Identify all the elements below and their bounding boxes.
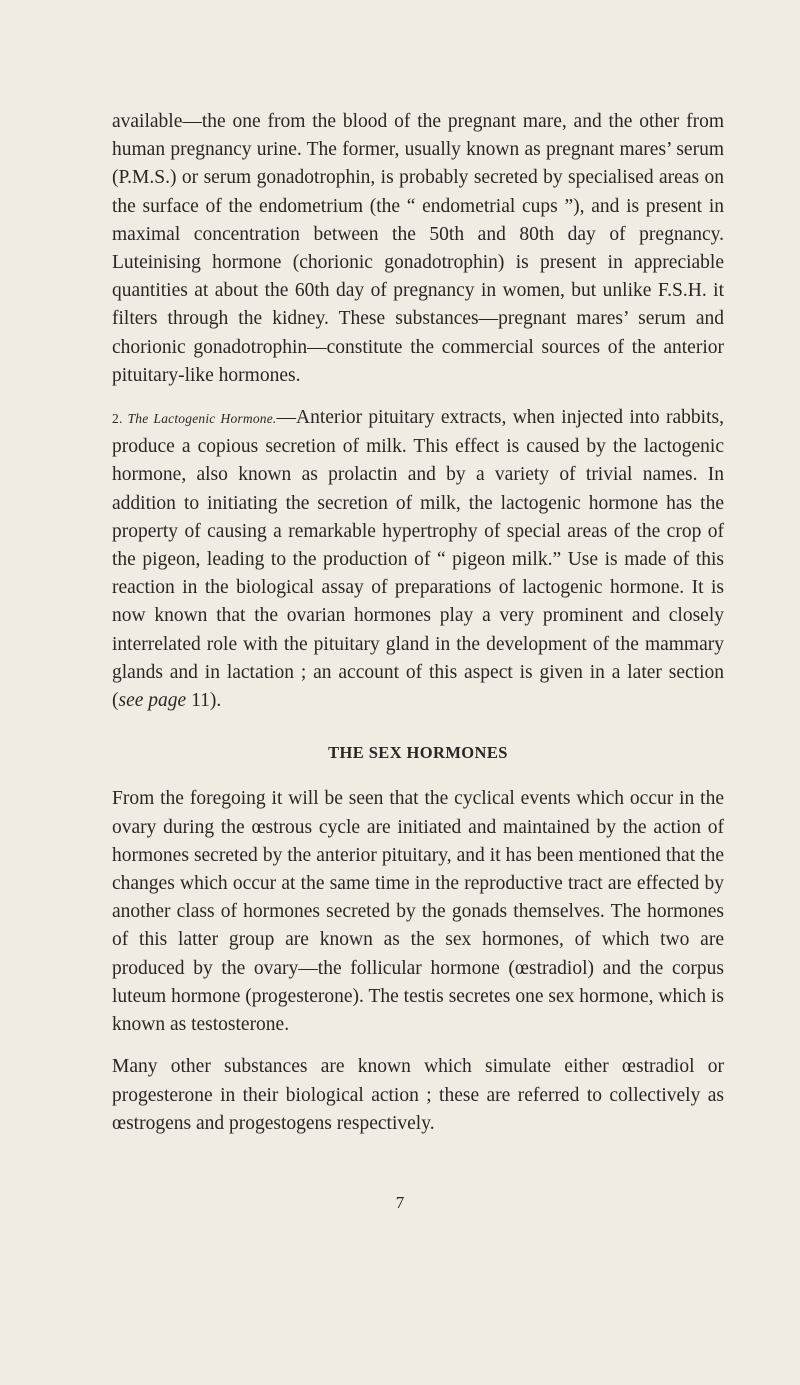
section-heading: THE SEX HORMONES	[328, 743, 508, 763]
section-title: The Lactogenic Hormone.	[127, 411, 277, 427]
section-number: 2.	[112, 411, 123, 427]
page-number: 7	[395, 1193, 405, 1212]
section-runin-heading	[112, 411, 277, 426]
lactogenic-text: —Anterior pituitary extracts, when injected into rabbits, produce a copious secretion of milk. This effect is caused by the lactogenic hormone, also known as prolactin and by a variety of trivial names. In addition to initiating the secretion of milk, the lactogenic hormone has the property of causing a remarkable hypertrophy of special areas of the crop of the pigeon, leading to the production of “ pigeon milk.” Use is made of this reaction in the biological assay of preparations of lactogenic hormone. It is now known that the ovarian hormones play a very prominent and closely interrelated role with the pituitary gland in the development of the mammary glands and in lactation ; an account of this aspect is given in a later section (	[112, 407, 724, 712]
page-body	[112, 108, 724, 1138]
paragraph-lactogenic-hormone	[112, 404, 724, 715]
paragraph-sex-hormones: From the foregoing it will be seen that the cyclical events which occur in the ovary during the œstrous cycle are initiated and maintained by the action of hormones secreted by the anterior pituitary, and it has been mentioned that the changes which occur at the same time in the reproductive tract are effected by another class of hormones secreted by the gonads themselves. The hormones of this latter group are known as the sex hormones, of which two are produced by the ovary—the follicular hormone (œstradiol) and the corpus luteum hormone (progesterone). The testis secretes one sex hormone, which is known as testosterone.	[112, 788, 724, 1036]
page-reference: see page	[118, 690, 187, 712]
lactogenic-text-end: 11).	[186, 690, 222, 712]
paragraph-oestrogens: Many other substances are known which simulate either œstradiol or progesterone in their biological action ; these are referred to collectively as œstrogens and progestogens respectively.	[112, 1056, 724, 1134]
paragraph-gonadotrophin-sources: available—the one from the blood of the pregnant mare, and the other from human pregnancy urine. The former, usually known as pregnant mares’ serum (P.M.S.) or serum gonadotrophin, is probably secreted by specialised areas on the surface of the endometrium (the “ endometrial cups ”), and is present in maximal concentration between the 50th and 80th day of pregnancy. Luteinising hormone (chorionic gonadotrophin) is present in appreciable quantities at about the 60th day of pregnancy in women, but unlike F.S.H. it filters through the kidney. These substances—pregnant mares’ serum and chorionic gonadotrophin—constitute the commercial sources of the anterior pituitary-like hormones.	[112, 111, 724, 386]
